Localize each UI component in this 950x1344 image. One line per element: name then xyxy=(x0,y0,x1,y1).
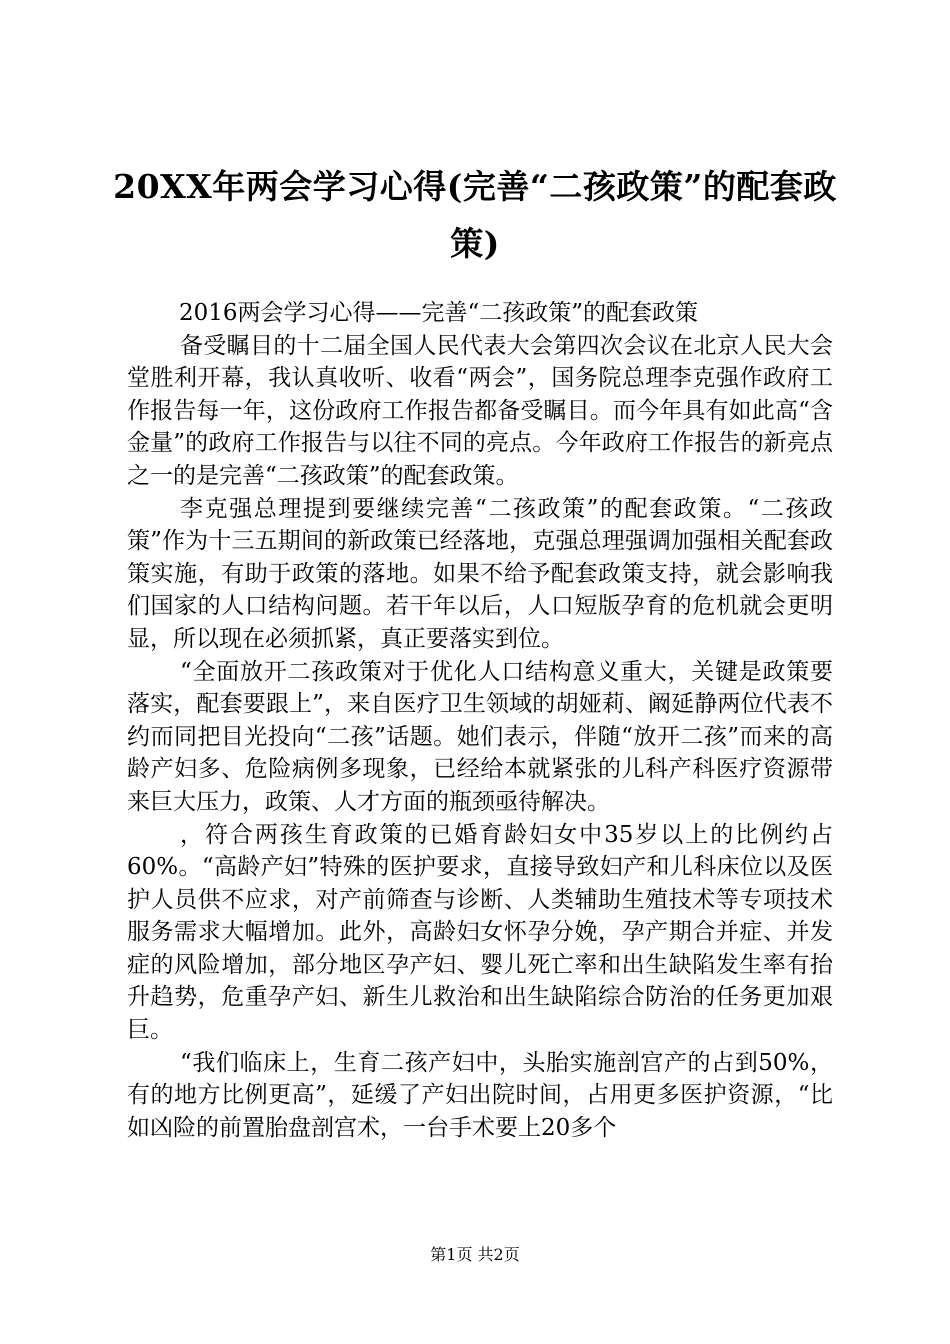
paragraph: ，符合两孩生育政策的已婚育龄妇女中35岁以上的比例约占60%。“高龄产妇”特殊的医护要求，直接导致妇产和儿科床位以及医护人员供不应求，对产前筛查与诊断、人类辅助生殖技术等专项技术服务需求大幅增加。此外，高龄妇女怀孕分娩，孕产期合并症、并发症的风险增加，部分地区孕产妇、婴儿死亡率和出生缺陷发生率有抬升趋势，危重孕产妇、新生儿救治和出生缺陷综合防治的任务更加艰巨。 xyxy=(127,821,833,1044)
paragraph: 备受瞩目的十二届全国人民代表大会第四次会议在北京人民大会堂胜利开幕，我认真收听、收看“两会”，国务院总理李克强作政府工作报告每一年，这份政府工作报告都备受瞩目。而今年具有如此高“含金量”的政府工作报告与以往不同的亮点。今年政府工作报告的新亮点之一的是完善“二孩政策”的配套政策。 xyxy=(127,332,833,489)
page-number-footer: 第1页 共2页 xyxy=(430,1245,520,1264)
paragraph: 李克强总理提到要继续完善“二孩政策”的配套政策。“二孩政策”作为十三五期间的新政策已经落地，克强总理强调加强相关配套政策实施，有助于政策的落地。如果不给予配套政策支持，就会影响我们国家的人口结构问题。若干年以后，人口短版孕育的危机就会更明显，所以现在必须抓紧，真正要落实到位。 xyxy=(127,495,833,652)
document-title: 20XX年两会学习心得(完善“二孩政策”的配套政策) xyxy=(113,167,837,263)
document-body xyxy=(127,297,833,1144)
document-subtitle: 2016两会学习心得——完善“二孩政策”的配套政策 xyxy=(179,300,699,326)
paragraph: “全面放开二孩政策对于优化人口结构意义重大，关键是政策要落实，配套要跟上”，来自医疗卫生领域的胡娅莉、阚延静两位代表不约而同把目光投向“二孩”话题。她们表示，伴随“放开二孩”而来的高龄产妇多、危险病例多现象，已经给本就紧张的儿科产科医疗资源带来巨大压力，政策、人才方面的瓶颈亟待解决。 xyxy=(127,658,833,815)
paragraph: “我们临床上，生育二孩产妇中，头胎实施剖宫产的占到50%，有的地方比例更高”，延缓了产妇出院时间，占用更多医护资源，“比如凶险的前置胎盘剖宫术，一台手术要上20多个 xyxy=(127,1049,833,1141)
